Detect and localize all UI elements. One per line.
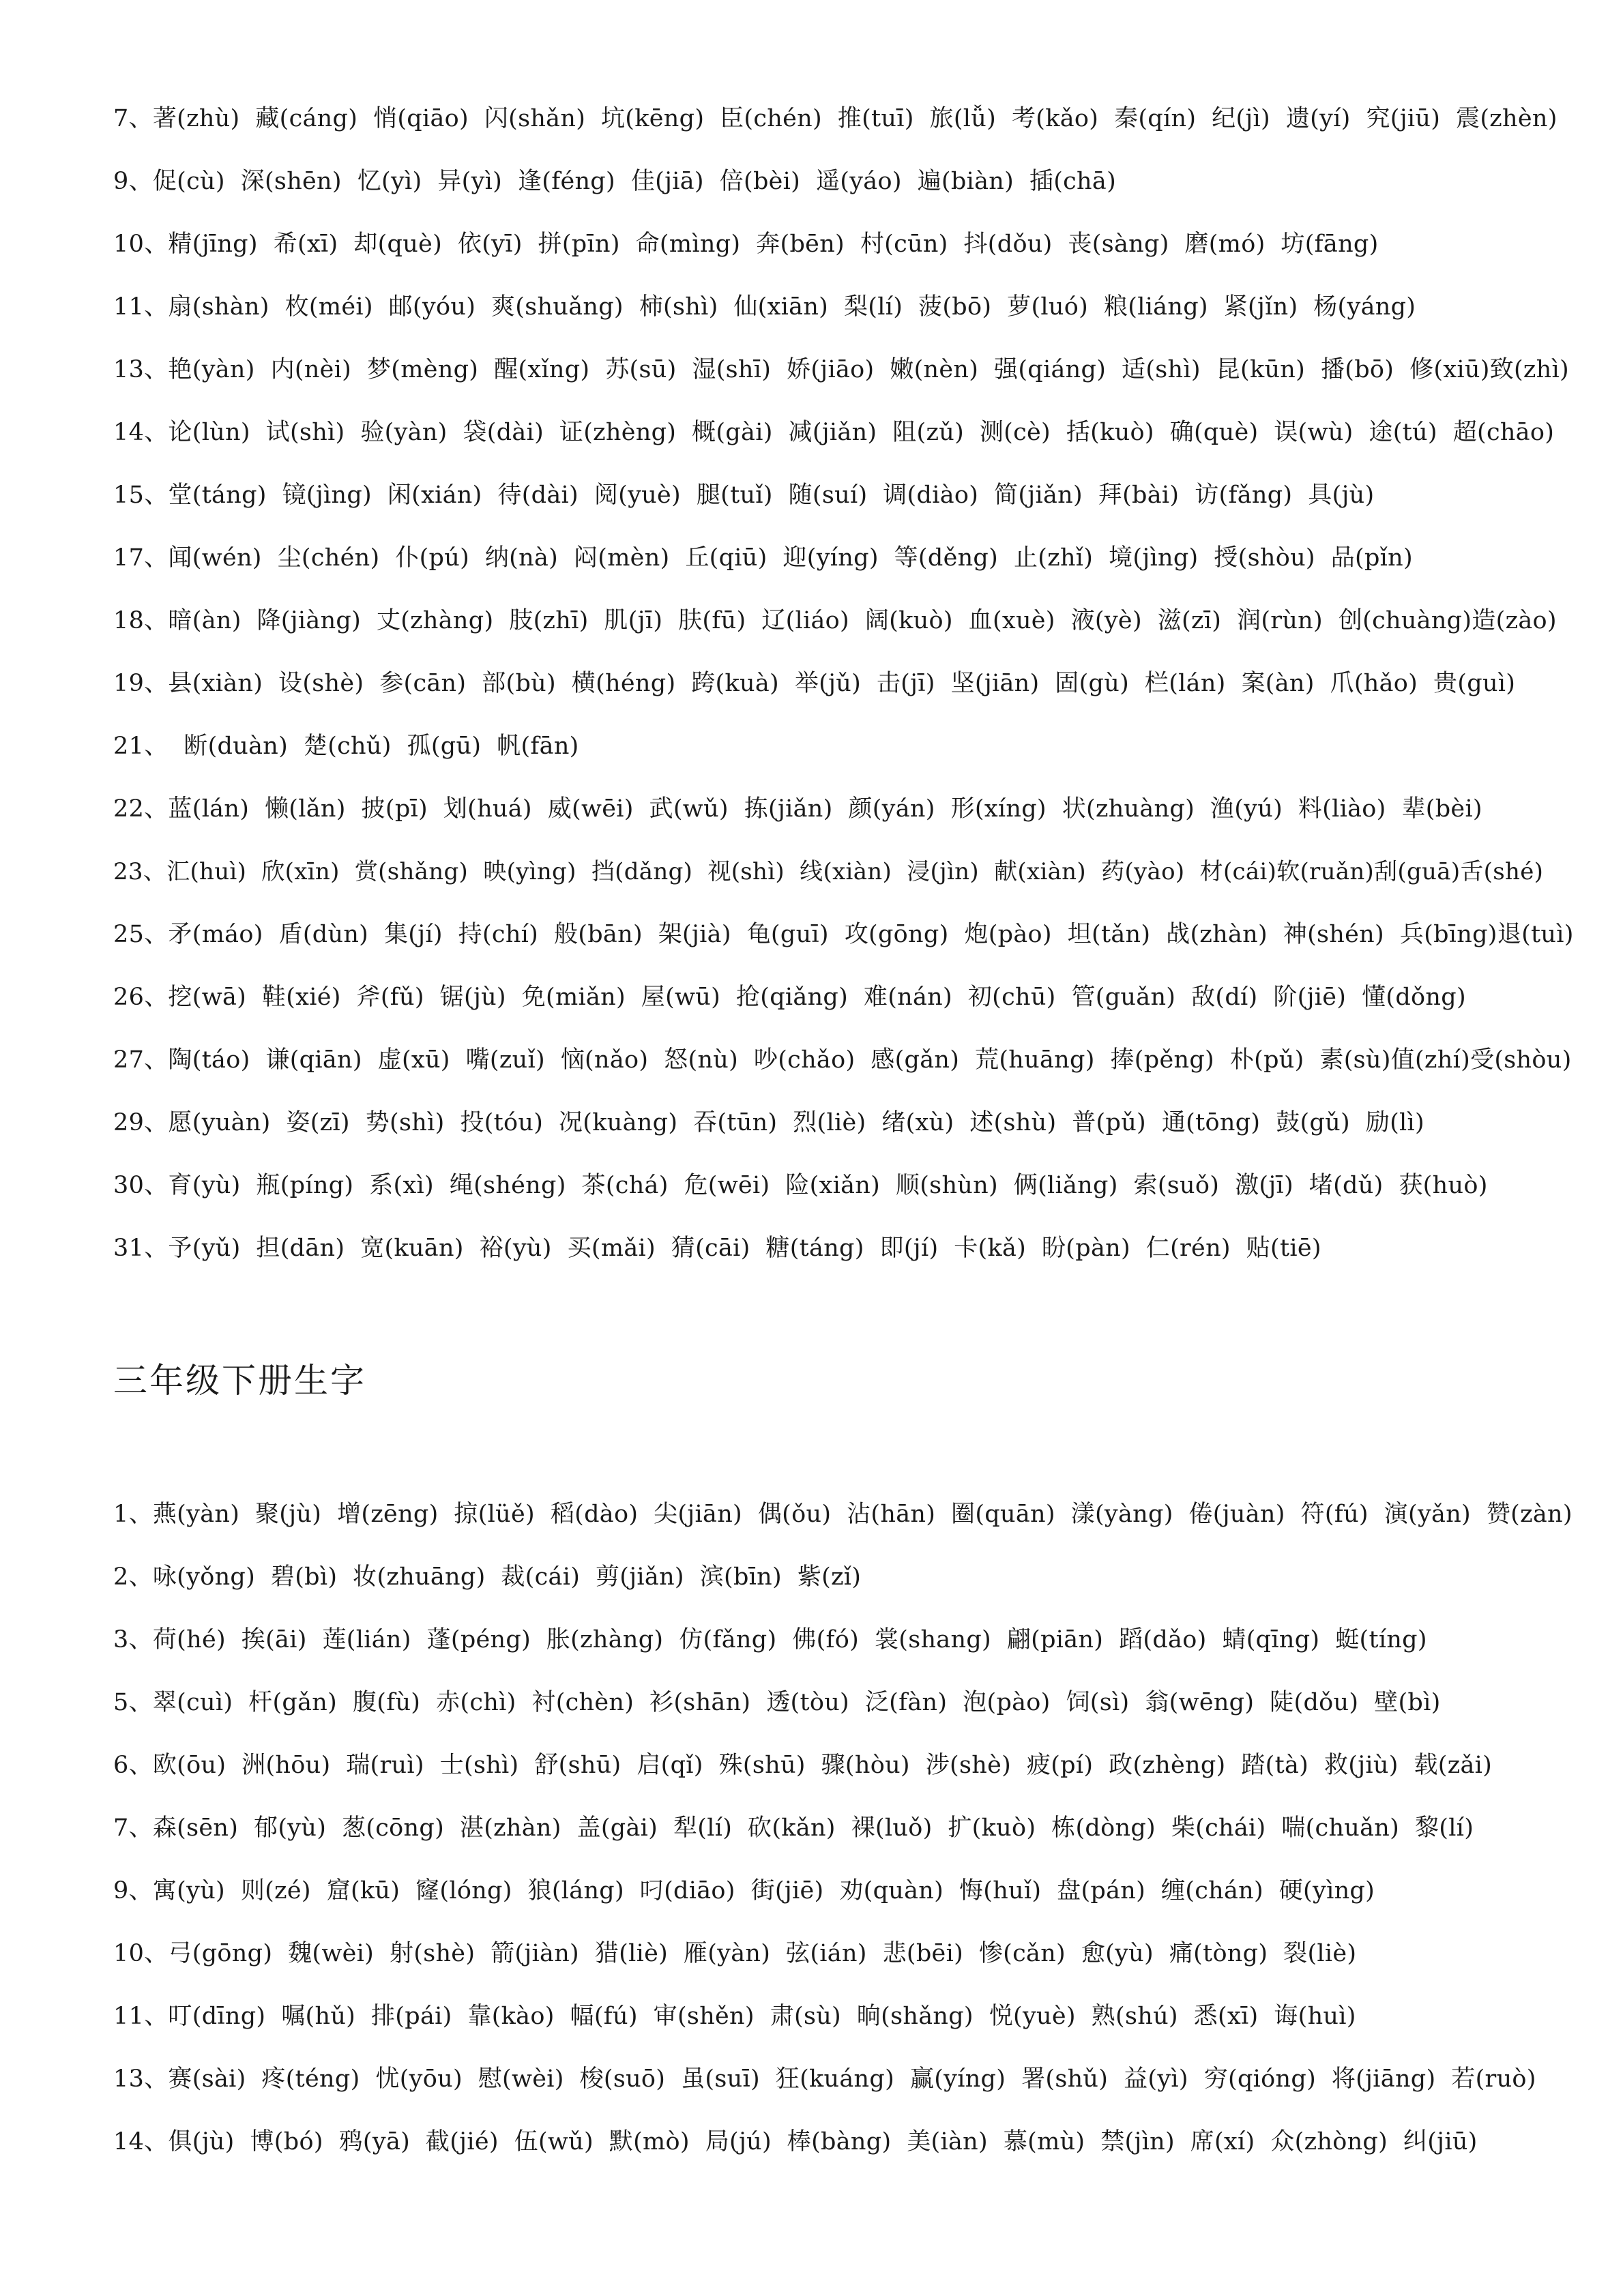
character-line: 6、欧(ōu) 洲(hōu) 瑞(ruì) 士(shì) 舒(shū) 启(qǐ) 殊(shū) 骤(hòu) 涉(shè) 疲(pí) 政(zhèng) 踏(tà) 救(jiù) 载(zǎi)	[113, 1752, 1493, 1779]
character-line: 23、汇(huì) 欣(xīn) 赏(shǎng) 映(yìng) 挡(dǎng) 视(shì) 线(xiàn) 浸(jìn) 献(xiàn) 药(yào) 材(cái)软(ruǎn)刮(guā)舌(shé)	[113, 858, 1544, 885]
character-line: 31、予(yǔ) 担(dān) 宽(kuān) 裕(yù) 买(mǎi) 猜(cāi) 糖(táng) 即(jí) 卡(kǎ) 盼(pàn) 仁(rén) 贴(tiē)	[113, 1235, 1321, 1262]
character-line: 26、挖(wā) 鞋(xié) 斧(fǔ) 锯(jù) 免(miǎn) 屋(wū) 抢(qiǎng) 难(nán) 初(chū) 管(guǎn) 敌(dí) 阶(jiē) 懂(dǒng)	[113, 984, 1466, 1011]
character-line: 7、著(zhù) 藏(cáng) 悄(qiāo) 闪(shǎn) 坑(kēng) 臣(chén) 推(tuī) 旅(lǚ) 考(kǎo) 秦(qín) 纪(jì) 遗(yí) 究(jiū) 震(zhèn)	[113, 105, 1558, 132]
character-line: 13、赛(sài) 疼(téng) 忧(yōu) 慰(wèi) 梭(suō) 虽(suī) 狂(kuáng) 赢(yíng) 署(shǔ) 益(yì) 穷(qióng) 将(jiāng) 若(ruò)	[113, 2065, 1536, 2093]
character-line: 9、促(cù) 深(shēn) 忆(yì) 异(yì) 逢(féng) 佳(jiā) 倍(bèi) 遥(yáo) 遍(biàn) 插(chā)	[113, 168, 1117, 195]
character-line: 14、俱(jù) 博(bó) 鸦(yā) 截(jié) 伍(wǔ) 默(mò) 局(jú) 棒(bàng) 美(iàn) 慕(mù) 禁(jìn) 席(xí) 众(zhòng) 纠(jiū)	[113, 2128, 1478, 2155]
character-line: 10、弓(gōng) 魏(wèi) 射(shè) 箭(jiàn) 猎(liè) 雁(yàn) 弦(ián) 悲(bēi) 惨(cǎn) 愈(yù) 痛(tòng) 裂(liè)	[113, 1940, 1357, 1967]
character-line: 7、森(sēn) 郁(yù) 葱(cōng) 湛(zhàn) 盖(gài) 犁(lí) 砍(kǎn) 裸(luǒ) 扩(kuò) 栋(dòng) 柴(chái) 喘(chuǎn) 黎(lí)	[113, 1814, 1474, 1842]
character-line: 11、叮(dīng) 嘱(hǔ) 排(pái) 靠(kào) 幅(fú) 审(shěn) 肃(sù) 晌(shǎng) 悦(yuè) 熟(shú) 悉(xī) 诲(huì)	[113, 2003, 1356, 2030]
character-line: 27、陶(táo) 谦(qiān) 虚(xū) 嘴(zuǐ) 恼(nǎo) 怒(nù) 吵(chǎo) 感(gǎn) 荒(huāng) 捧(pěng) 朴(pǔ) 素(sù)值(zhí)受(shòu)	[113, 1046, 1572, 1074]
character-line: 19、县(xiàn) 设(shè) 参(cān) 部(bù) 横(héng) 跨(kuà) 举(jǔ) 击(jī) 坚(jiān) 固(gù) 栏(lán) 案(àn) 爪(hǎo) 贵(guì)	[113, 670, 1516, 697]
character-line: 13、艳(yàn) 内(nèi) 梦(mèng) 醒(xǐng) 苏(sū) 湿(shī) 娇(jiāo) 嫩(nèn) 强(qiáng) 适(shì) 昆(kūn) 播(bō) 修(xiū)致(zhì)	[113, 356, 1569, 383]
character-line: 25、矛(máo) 盾(dùn) 集(jí) 持(chí) 般(bān) 架(jià) 龟(guī) 攻(gōng) 炮(pào) 坦(tǎn) 战(zhàn) 神(shén) 兵(bīng)退(tuì)	[113, 921, 1574, 948]
character-line: 9、寓(yù) 则(zé) 窟(kū) 窿(lóng) 狼(láng) 叼(diāo) 街(jiē) 劝(quàn) 悔(huǐ) 盘(pán) 缠(chán) 硬(yìng)	[113, 1877, 1375, 1904]
character-line: 18、暗(àn) 降(jiàng) 丈(zhàng) 肢(zhī) 肌(jī) 肤(fū) 辽(liáo) 阔(kuò) 血(xuè) 液(yè) 滋(zī) 润(rùn) 创(chuàng)造(zào)	[113, 607, 1557, 634]
character-line: 10、精(jīng) 希(xī) 却(què) 依(yī) 拼(pīn) 命(mìng) 奔(bēn) 村(cūn) 抖(dǒu) 丧(sàng) 磨(mó) 坊(fāng)	[113, 231, 1379, 258]
character-line: 15、堂(táng) 镜(jìng) 闲(xián) 待(dài) 阅(yuè) 腿(tuǐ) 随(suí) 调(diào) 简(jiǎn) 拜(bài) 访(fǎng) 具(jù)	[113, 482, 1375, 509]
character-line: 14、论(lùn) 试(shì) 验(yàn) 袋(dài) 证(zhèng) 概(gài) 减(jiǎn) 阻(zǔ) 测(cè) 括(kuò) 确(què) 误(wù) 途(tú) 超(chāo)	[113, 419, 1555, 446]
character-line: 17、闻(wén) 尘(chén) 仆(pú) 纳(nà) 闷(mèn) 丘(qiū) 迎(yíng) 等(děng) 止(zhǐ) 境(jìng) 授(shòu) 品(pǐn)	[113, 544, 1413, 572]
character-line: 3、荷(hé) 挨(āi) 莲(lián) 蓬(péng) 胀(zhàng) 仿(fǎng) 佛(fó) 裳(shang) 翩(piān) 蹈(dǎo) 蜻(qīng) 蜓(tíng)	[113, 1626, 1427, 1653]
character-line: 11、扇(shàn) 枚(méi) 邮(yóu) 爽(shuǎng) 柿(shì) 仙(xiān) 梨(lí) 菠(bō) 萝(luó) 粮(liáng) 紧(jǐn) 杨(yáng)	[113, 293, 1416, 321]
character-line: 29、愿(yuàn) 姿(zī) 势(shì) 投(tóu) 况(kuàng) 吞(tūn) 烈(liè) 绪(xù) 述(shù) 普(pǔ) 通(tōng) 鼓(gǔ) 励(lì)	[113, 1109, 1425, 1136]
character-line: 1、燕(yàn) 聚(jù) 增(zēng) 掠(lüě) 稻(dào) 尖(jiān) 偶(ǒu) 沾(hān) 圈(quān) 漾(yàng) 倦(juàn) 符(fú) 演(yǎn) 赞(zàn)	[113, 1501, 1573, 1528]
character-line: 2、咏(yǒng) 碧(bì) 妆(zhuāng) 裁(cái) 剪(jiǎn) 滨(bīn) 紫(zǐ)	[113, 1563, 862, 1591]
character-line: 5、翠(cuì) 杆(gǎn) 腹(fù) 赤(chì) 衬(chèn) 衫(shān) 透(tòu) 泛(fàn) 泡(pào) 饲(sì) 翁(wēng) 陡(dǒu) 壁(bì)	[113, 1689, 1441, 1716]
character-line: 30、育(yù) 瓶(píng) 系(xì) 绳(shéng) 茶(chá) 危(wēi) 险(xiǎn) 顺(shùn) 俩(liǎng) 索(suǒ) 激(jī) 堵(dǔ) 获(huò)	[113, 1172, 1488, 1199]
character-line: 21、 断(duàn) 楚(chǔ) 孤(gū) 帆(fān)	[113, 733, 579, 760]
section-title: 三年级下册生字	[113, 1361, 366, 1400]
character-line: 22、蓝(lán) 懒(lǎn) 披(pī) 划(huá) 威(wēi) 武(wǔ) 拣(jiǎn) 颜(yán) 形(xíng) 状(zhuàng) 渔(yú) 料(liào) 辈(bèi)	[113, 795, 1482, 823]
